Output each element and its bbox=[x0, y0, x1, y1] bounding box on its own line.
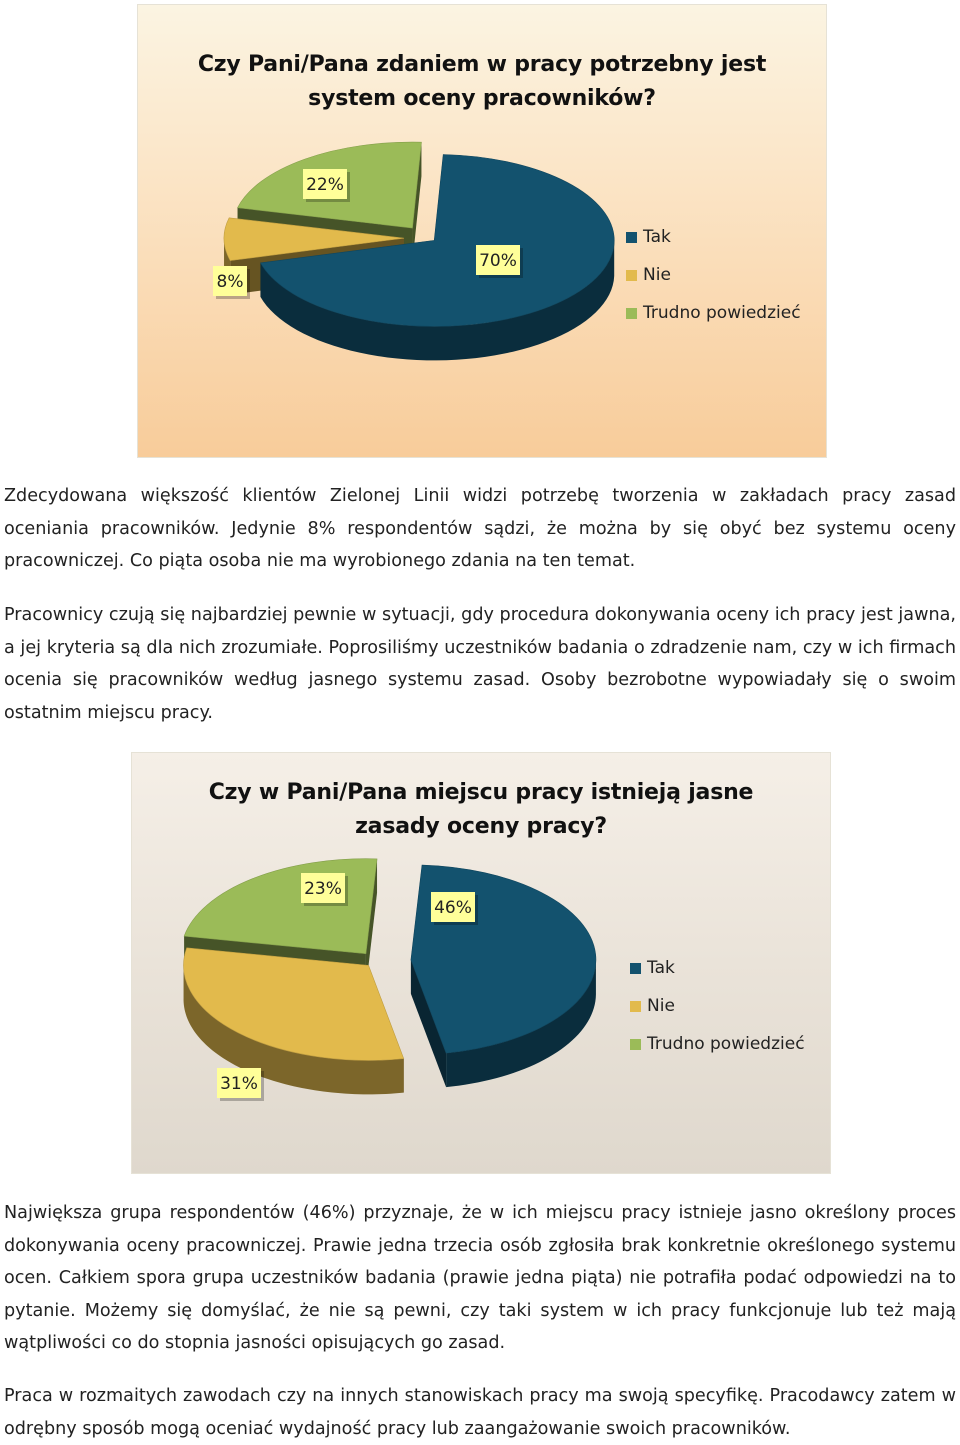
legend-label-tak: Tak bbox=[647, 958, 675, 978]
data-label-text: 70% bbox=[479, 251, 517, 271]
legend-swatch-trudno bbox=[630, 1039, 641, 1050]
legend-item-trudno bbox=[630, 1025, 805, 1063]
data-label-nie bbox=[213, 266, 250, 299]
chart-2-title-line-2: zasady oceny pracy? bbox=[355, 814, 607, 839]
chart-2-title-line-1: Czy w Pani/Pana miejscu pracy istnieją jasne bbox=[208, 780, 754, 805]
legend-swatch-nie bbox=[630, 1001, 641, 1012]
legend-item-tak bbox=[626, 218, 801, 256]
data-label-text: 8% bbox=[216, 272, 244, 292]
data-label-trudno bbox=[303, 169, 350, 202]
legend-label-nie: Nie bbox=[647, 996, 675, 1016]
legend-label-trudno: Trudno powiedzieć bbox=[647, 1034, 805, 1054]
legend-item-nie bbox=[630, 987, 805, 1025]
chart-1-title-line-2: system oceny pracowników? bbox=[308, 86, 656, 111]
data-label-trudno bbox=[301, 873, 348, 906]
data-label-text: 22% bbox=[306, 175, 344, 195]
data-label-text: 31% bbox=[220, 1074, 258, 1094]
pie-slices bbox=[184, 859, 596, 1061]
paragraph-1: Zdecydowana większość klientów Zielonej Linii widzi potrzebę tworzenia w zakładach pracy zasad oceniania pracowników. Jedynie 8% respondentów sądzi, że można by się obyć bez systemu oceny pracowniczej. Co piąta osoba nie ma wyrobionego zdania na ten temat. bbox=[4, 486, 956, 571]
data-label-nie bbox=[217, 1068, 264, 1101]
legend-label-nie: Nie bbox=[643, 265, 671, 285]
legend-item-trudno bbox=[626, 294, 801, 332]
data-label-tak bbox=[476, 245, 523, 278]
chart-2 bbox=[131, 752, 831, 1174]
paragraph-2: Pracownicy czują się najbardziej pewnie w sytuacji, gdy procedura dokonywania oceny ich pracy jest jawna, a jej kryteria są dla nich zrozumiałe. Poprosiliśmy uczestników badania o zdradzenie nam, czy w ich firmach ocenia się pracowników według jasnego systemu zasad. Osoby bezrobotne wypowiadały się o swoim ostatnim miejscu pracy. bbox=[4, 605, 956, 723]
legend-label-tak: Tak bbox=[643, 227, 671, 247]
chart-2-legend bbox=[630, 949, 805, 1063]
chart-1-title-line-1: Czy Pani/Pana zdaniem w pracy potrzebny jest bbox=[197, 52, 767, 77]
legend-swatch-tak bbox=[630, 963, 641, 974]
legend-swatch-tak bbox=[626, 232, 637, 243]
chart-1 bbox=[137, 4, 827, 458]
paragraph-4: Praca w rozmaitych zawodach czy na innych stanowiskach pracy ma swoją specyfikę. Pracodawcy zatem w odrębny sposób mogą oceniać wydajność pracy lub zaangażowanie swoich pracowników. bbox=[4, 1386, 956, 1439]
data-label-text: 23% bbox=[304, 879, 342, 899]
legend-swatch-nie bbox=[626, 270, 637, 281]
legend-label-trudno: Trudno powiedzieć bbox=[643, 303, 801, 323]
legend-item-tak bbox=[630, 949, 805, 987]
paragraph-3: Największa grupa respondentów (46%) przyznaje, że w ich miejscu pracy istnieje jasno określony proces dokonywania oceny pracowniczej. Prawie jedna trzecia osób zgłosiła brak konkretnie określonego systemu ocen. Całkiem spora grupa uczestników badania (prawie jedna piąta) nie potrafiła podać odpowiedzi na to pytanie. Możemy się domyślać, że nie są pewni, czy taki system w ich pracy funkcjonuje lub też mają wątpliwości co do stopnia jasności opisujących go zasad. bbox=[4, 1203, 956, 1353]
legend-swatch-trudno bbox=[626, 308, 637, 319]
data-label-text: 46% bbox=[434, 898, 472, 918]
chart-1-legend bbox=[626, 218, 801, 332]
legend-item-nie bbox=[626, 256, 801, 294]
data-label-tak bbox=[431, 892, 478, 925]
